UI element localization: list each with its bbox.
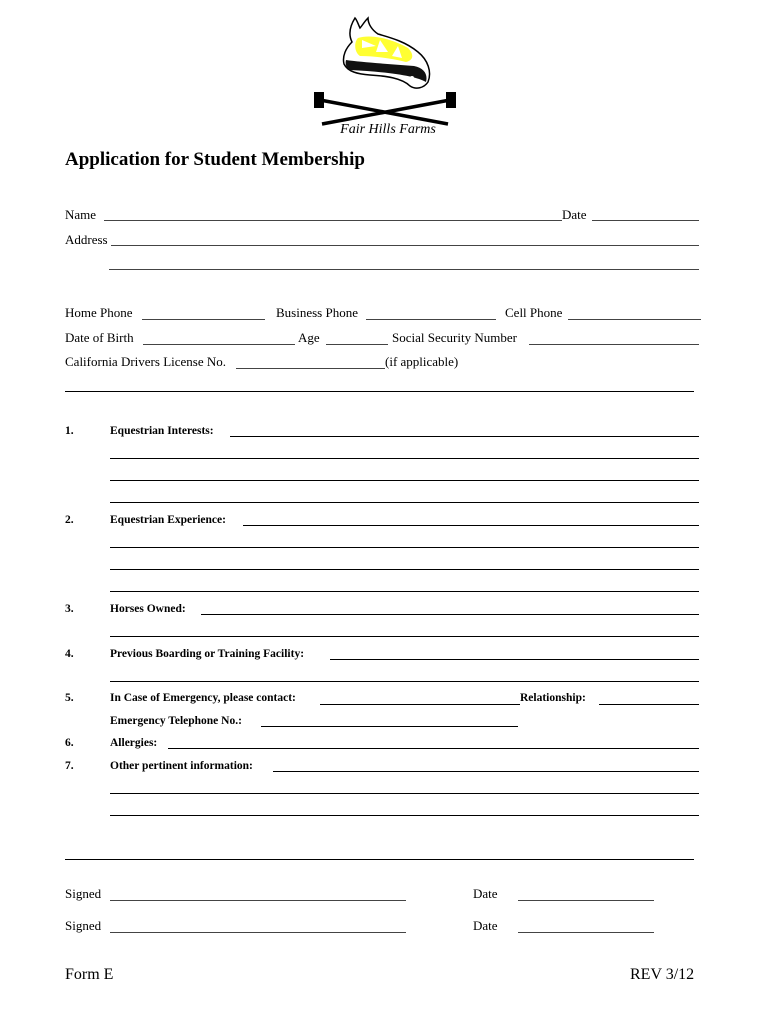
logo-text: Fair Hills Farms: [340, 122, 436, 137]
fair-hills-farms-logo: [310, 12, 460, 142]
question-1-label: Equestrian Interests:: [110, 425, 214, 437]
signature-date-field-1[interactable]: [518, 900, 654, 901]
name-field[interactable]: [104, 220, 562, 221]
business-phone-label: Business Phone: [276, 305, 358, 320]
question-2-number: 2.: [65, 514, 74, 526]
emergency-phone-field[interactable]: [261, 726, 518, 727]
question-6-label: Allergies:: [110, 737, 158, 749]
business-phone-field[interactable]: [366, 319, 496, 320]
question-7-field-line[interactable]: [110, 793, 699, 794]
page-title: Application for Student Membership: [65, 149, 365, 170]
question-2-field[interactable]: [243, 525, 699, 526]
question-2-field-line[interactable]: [110, 591, 699, 592]
question-1-field-line[interactable]: [110, 502, 699, 503]
revision-label: REV 3/12: [630, 966, 695, 983]
question-7-field[interactable]: [273, 771, 699, 772]
license-field[interactable]: [236, 368, 385, 369]
home-phone-field[interactable]: [142, 319, 265, 320]
license-note: (if applicable): [385, 354, 459, 369]
question-6-field[interactable]: [168, 748, 699, 749]
ssn-label: Social Security Number: [392, 330, 517, 345]
signature-date-field-2[interactable]: [518, 932, 654, 933]
relationship-field[interactable]: [599, 704, 699, 705]
question-1-field[interactable]: [230, 436, 699, 437]
home-phone-label: Home Phone: [65, 305, 133, 320]
question-7-number: 7.: [65, 760, 74, 772]
section-divider: [65, 391, 694, 392]
age-field[interactable]: [326, 344, 388, 345]
question-4-number: 4.: [65, 648, 74, 660]
address-label: Address: [65, 232, 108, 247]
question-1-number: 1.: [65, 425, 74, 437]
dob-field[interactable]: [143, 344, 295, 345]
signature-date-label-1: Date: [473, 886, 498, 901]
question-3-label: Horses Owned:: [110, 603, 186, 615]
cell-phone-label: Cell Phone: [505, 305, 563, 320]
question-7-field-line[interactable]: [110, 815, 699, 816]
dob-label: Date of Birth: [65, 330, 134, 345]
question-7-label: Other pertinent information:: [110, 760, 253, 772]
question-5-number: 5.: [65, 692, 74, 704]
question-5-label: In Case of Emergency, please contact:: [110, 692, 296, 704]
question-4-label: Previous Boarding or Training Facility:: [110, 648, 305, 660]
address-field-line-2[interactable]: [109, 269, 699, 270]
question-3-number: 3.: [65, 603, 74, 615]
name-label: Name: [65, 207, 97, 222]
emergency-phone-label: Emergency Telephone No.:: [110, 715, 242, 727]
address-field-line-1[interactable]: [111, 245, 699, 246]
question-1-field-line[interactable]: [110, 458, 699, 459]
question-1-field-line[interactable]: [110, 480, 699, 481]
question-2-label: Equestrian Experience:: [110, 514, 226, 526]
relationship-label: Relationship:: [520, 692, 586, 704]
ssn-field[interactable]: [529, 344, 699, 345]
signed-label-2: Signed: [65, 918, 102, 933]
date-field[interactable]: [592, 220, 699, 221]
question-2-field-line[interactable]: [110, 569, 699, 570]
cell-phone-field[interactable]: [568, 319, 701, 320]
question-3-field-line[interactable]: [110, 636, 699, 637]
question-3-field[interactable]: [201, 614, 699, 615]
age-label: Age: [298, 330, 320, 345]
question-4-field[interactable]: [330, 659, 699, 660]
question-2-field-line[interactable]: [110, 547, 699, 548]
license-label: California Drivers License No.: [65, 354, 227, 369]
signature-field-2[interactable]: [110, 932, 406, 933]
signature-date-label-2: Date: [473, 918, 498, 933]
signed-label-1: Signed: [65, 886, 102, 901]
section-divider: [65, 859, 694, 860]
date-label: Date: [562, 207, 587, 222]
emergency-contact-field[interactable]: [320, 704, 520, 705]
signature-field-1[interactable]: [110, 900, 406, 901]
question-4-field-line[interactable]: [110, 681, 699, 682]
form-id: Form E: [65, 966, 114, 983]
question-6-number: 6.: [65, 737, 74, 749]
